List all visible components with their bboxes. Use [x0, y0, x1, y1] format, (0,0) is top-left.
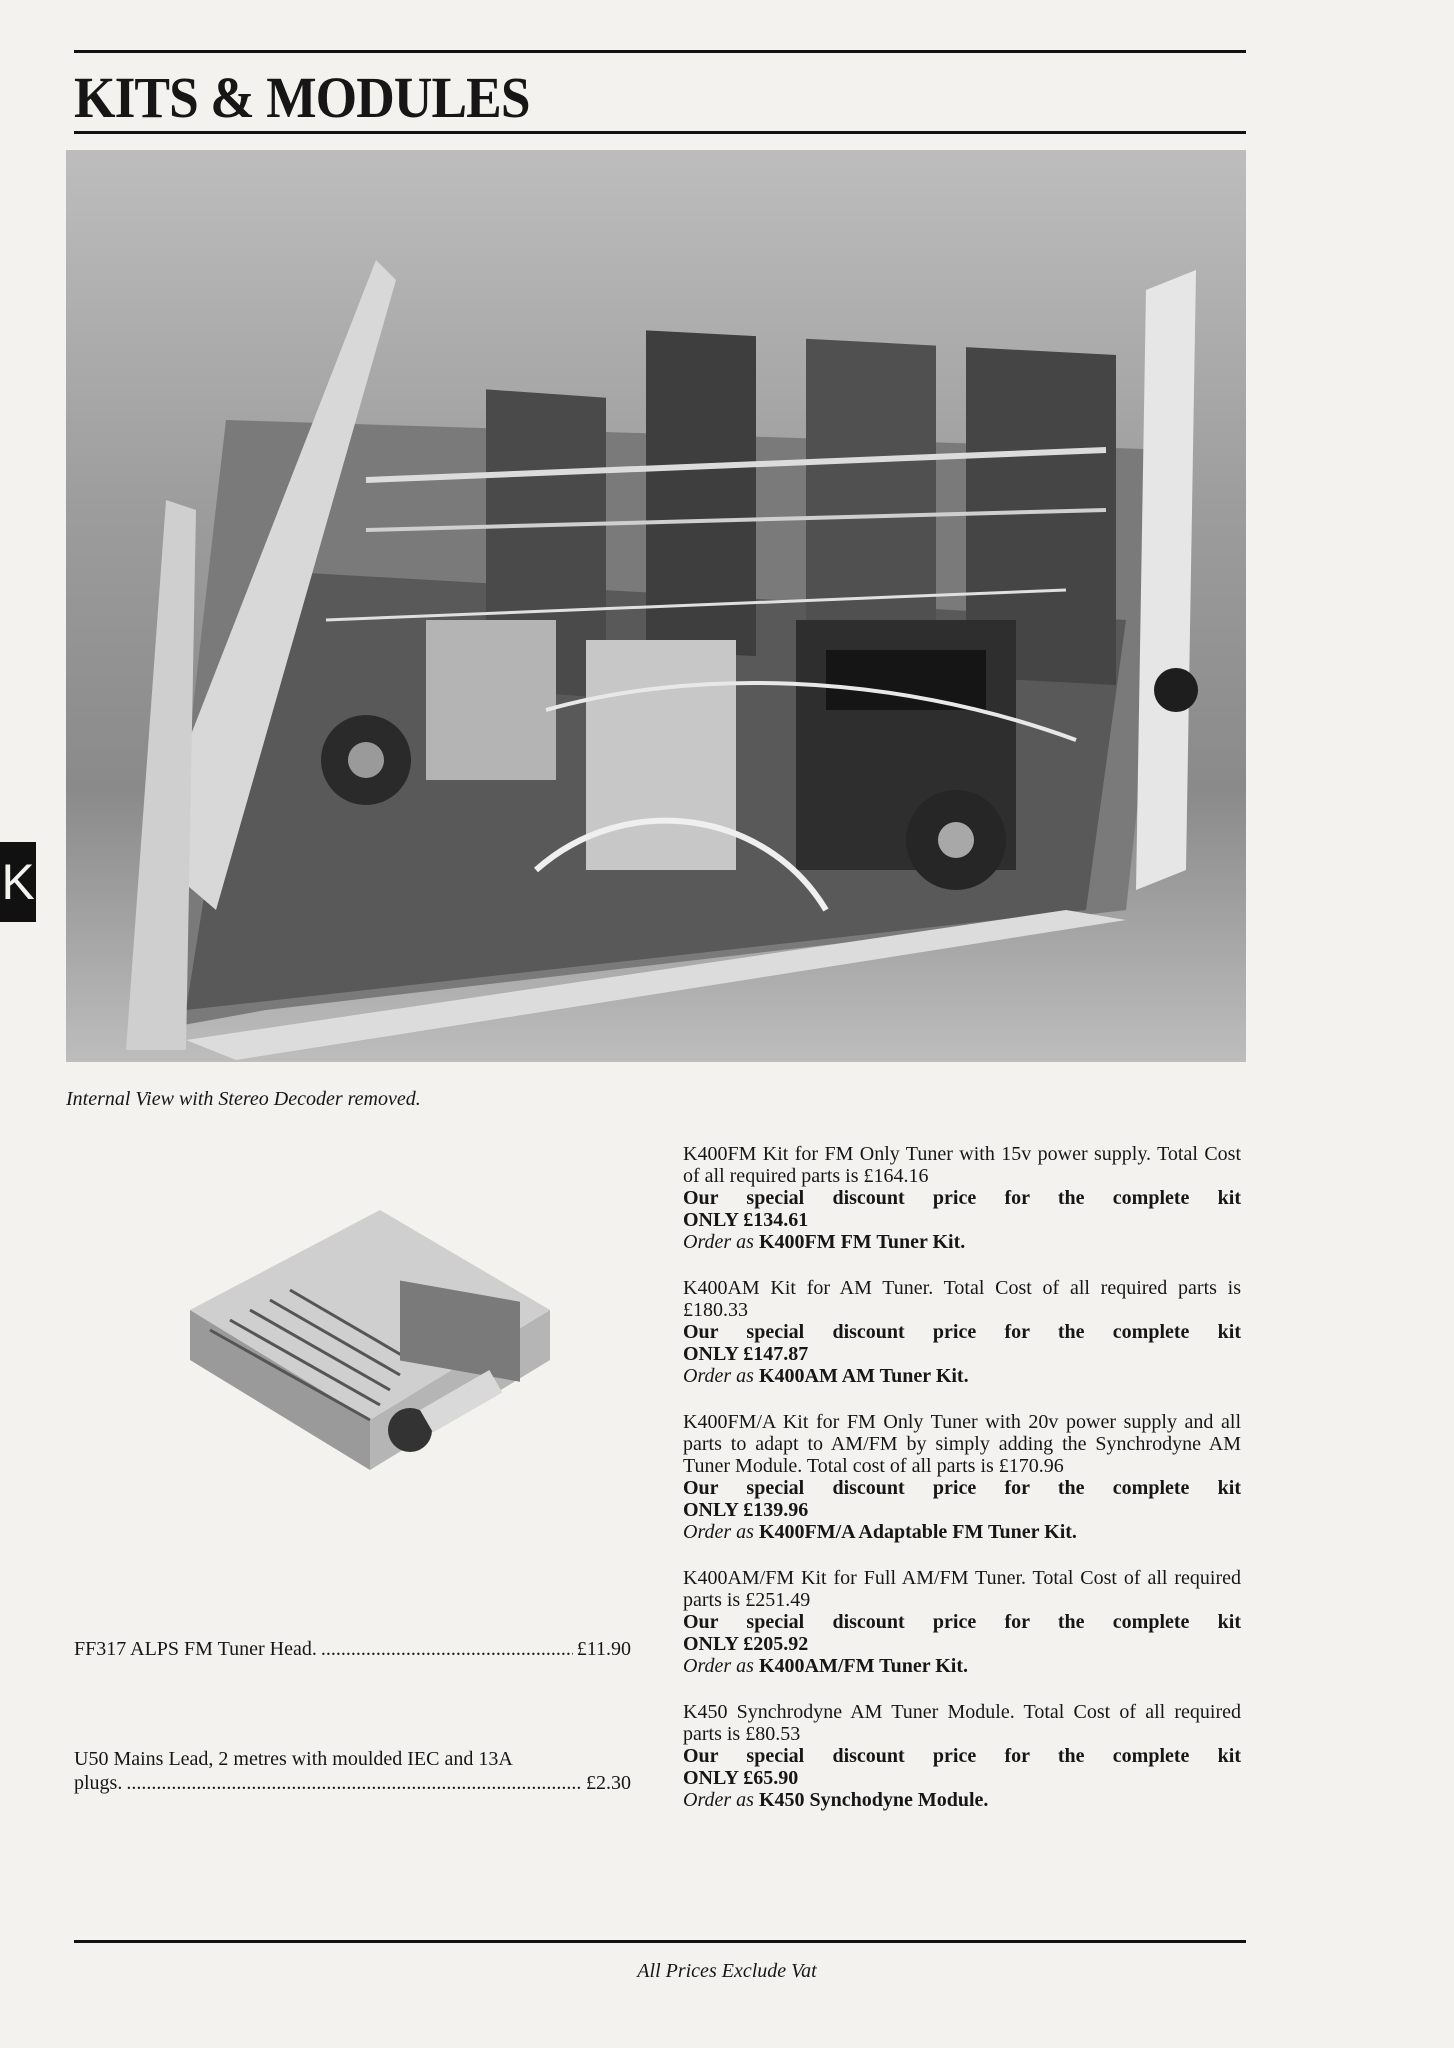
header-top-rule	[74, 50, 1246, 53]
kit-discount: Our special discount price for the complete kit	[683, 1611, 1241, 1633]
kit-discount: Our special discount price for the complete kit	[683, 1477, 1241, 1499]
u50-line2: plugs.	[74, 1772, 123, 1794]
kit-price: ONLY £134.61	[683, 1209, 809, 1231]
ff317-item	[74, 1637, 631, 1661]
kit-description: K400AM/FM Kit for Full AM/FM Tuner. Total Cost of all required parts is £251.49	[683, 1567, 1241, 1611]
kit-price: ONLY £139.96	[683, 1499, 809, 1521]
kit-description: K400FM Kit for FM Only Tuner with 15v power supply. Total Cost of all required parts is £164.16	[683, 1143, 1241, 1187]
kit-discount: Our special discount price for the complete kit	[683, 1187, 1241, 1209]
order-name: K400FM FM Tuner Kit.	[758, 1231, 966, 1253]
photo-caption: Internal View with Stereo Decoder removed.	[66, 1088, 421, 1110]
order-name: K400FM/A Adaptable FM Tuner Kit.	[758, 1521, 1077, 1543]
kit-k400am-fm	[683, 1567, 1241, 1677]
header-bottom-rule	[74, 131, 1246, 134]
order-label: Order as	[683, 1521, 754, 1543]
u50-price: £2.30	[586, 1772, 631, 1794]
page-title: KITS & MODULES	[74, 65, 530, 130]
kit-description: K400AM Kit for AM Tuner. Total Cost of all required parts is £180.33	[683, 1277, 1241, 1321]
tuner-head-illustration	[170, 1130, 570, 1490]
kit-k400fm	[683, 1143, 1241, 1253]
u50-line1: U50 Mains Lead, 2 metres with moulded IEC and 13A	[74, 1748, 513, 1770]
kit-order	[683, 1521, 1241, 1543]
kit-order	[683, 1655, 1241, 1677]
kit-order	[683, 1365, 1241, 1387]
u50-item	[74, 1747, 631, 1795]
kit-k400fm-a	[683, 1411, 1241, 1543]
order-name: K400AM/FM Tuner Kit.	[758, 1655, 969, 1677]
tuner-internal-photo	[66, 150, 1246, 1062]
kit-price: ONLY £205.92	[683, 1633, 809, 1655]
kit-k450	[683, 1701, 1241, 1811]
kit-list	[683, 1143, 1241, 1835]
kit-price: ONLY £147.87	[683, 1343, 809, 1365]
kit-order	[683, 1231, 1241, 1253]
footer-note: All Prices Exclude Vat	[637, 1960, 817, 1982]
leader-dots	[126, 1771, 582, 1795]
ff317-name: FF317 ALPS FM Tuner Head.	[74, 1638, 317, 1660]
footer-rule	[74, 1940, 1246, 1943]
kit-price: ONLY £65.90	[683, 1767, 799, 1789]
kit-discount: Our special discount price for the complete kit	[683, 1745, 1241, 1767]
order-name: K400AM AM Tuner Kit.	[758, 1365, 969, 1387]
kit-description: K450 Synchrodyne AM Tuner Module. Total Cost of all required parts is £80.53	[683, 1701, 1241, 1745]
order-name: K450 Synchodyne Module.	[758, 1789, 989, 1811]
kit-k400am	[683, 1277, 1241, 1387]
order-label: Order as	[683, 1789, 754, 1811]
kit-order	[683, 1789, 1241, 1811]
tuner-head-photo	[170, 1130, 570, 1490]
tuner-internal-illustration	[66, 150, 1246, 1062]
leader-dots	[321, 1637, 573, 1661]
ff317-price: £11.90	[576, 1638, 631, 1660]
kit-description: K400FM/A Kit for FM Only Tuner with 20v power supply and all parts to adapt to AM/FM by simply adding the Synchrodyne AM Tuner Module. Total cost of all parts is £170.96	[683, 1411, 1241, 1477]
section-tab: K	[0, 842, 36, 922]
kit-discount: Our special discount price for the complete kit	[683, 1321, 1241, 1343]
order-label: Order as	[683, 1655, 754, 1677]
order-label: Order as	[683, 1365, 754, 1387]
order-label: Order as	[683, 1231, 754, 1253]
